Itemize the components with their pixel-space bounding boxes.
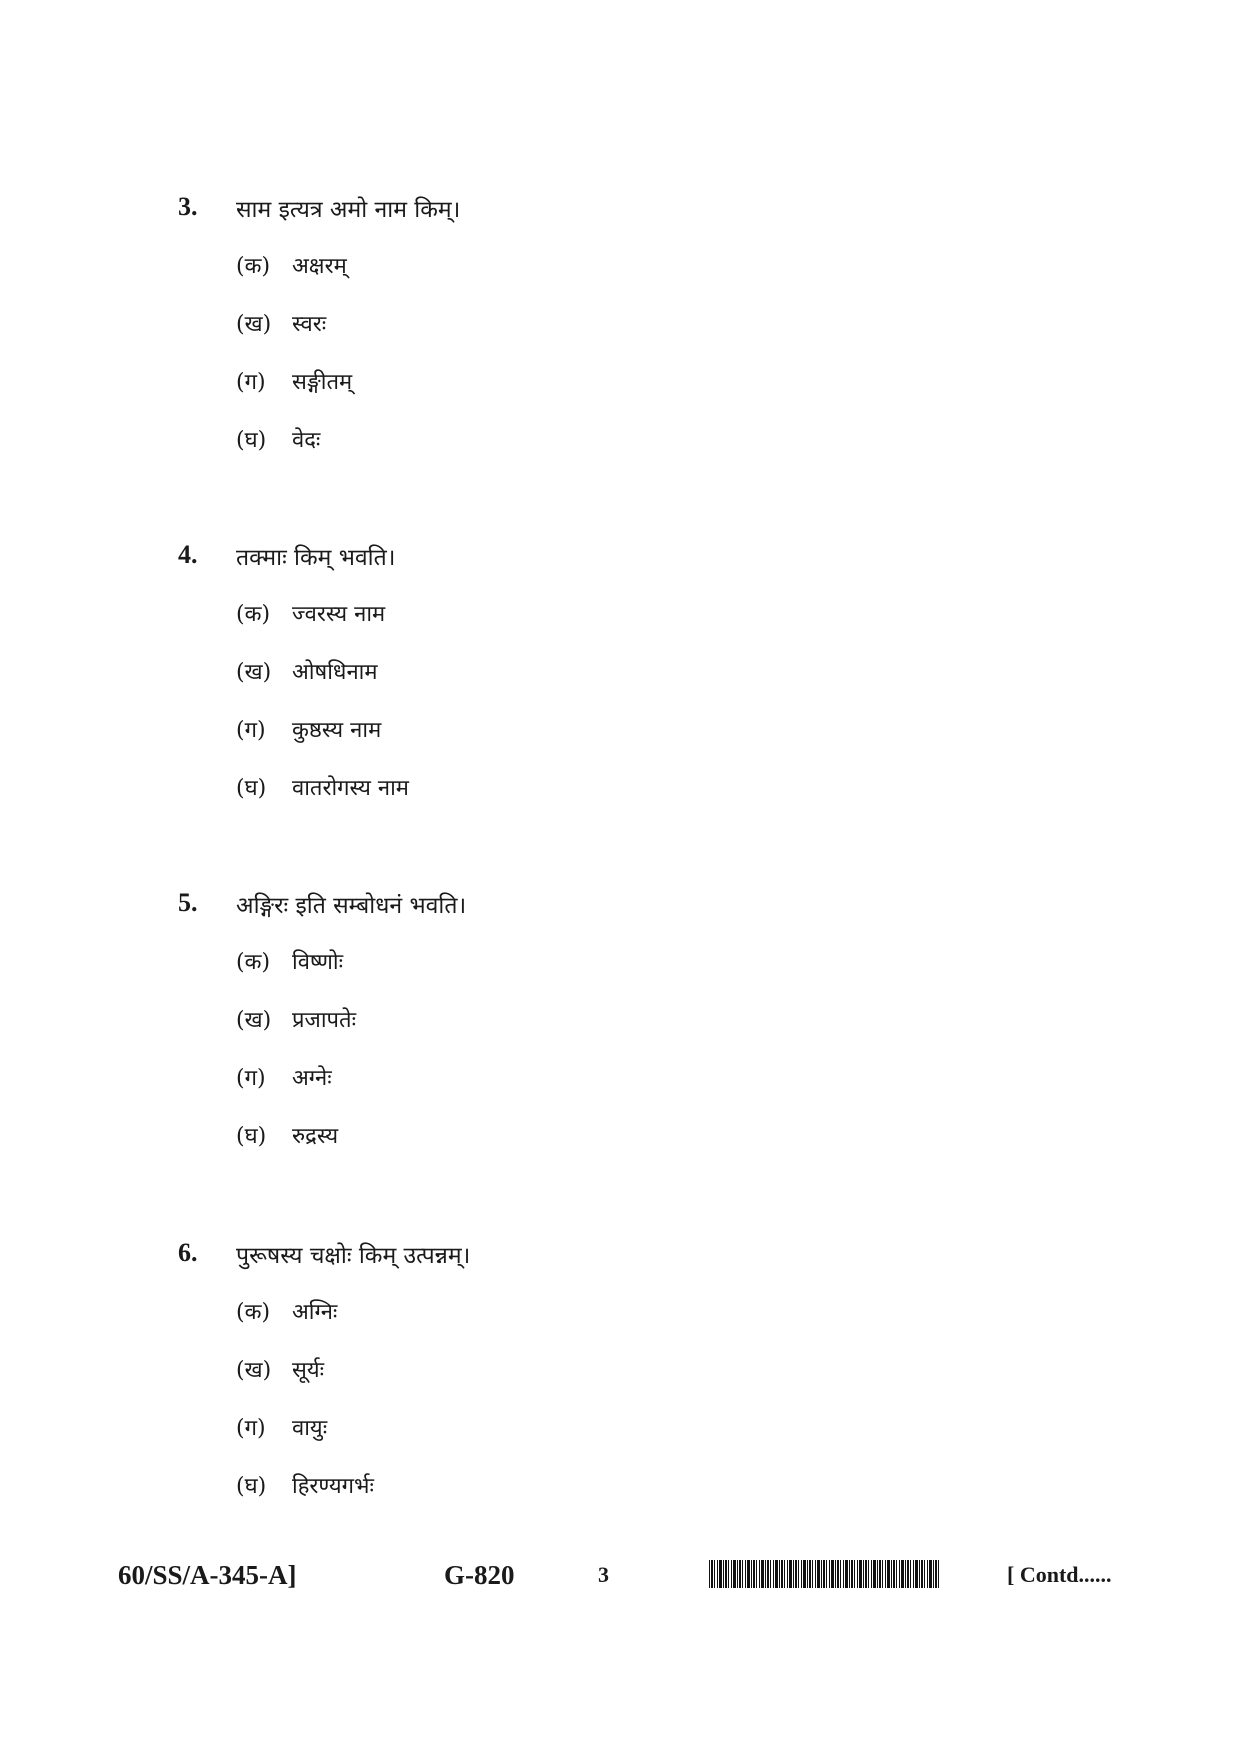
option-gha <box>236 424 320 454</box>
option-text: ओषधिनाम <box>292 660 378 685</box>
option-kha <box>236 1354 324 1384</box>
option-label: (ख) <box>236 660 272 685</box>
series-code: G-820 <box>444 1560 515 1590</box>
paper-code: 60/SS/A-345-A] <box>118 1560 297 1590</box>
option-text: प्रजापतेः <box>292 1008 357 1033</box>
option-text: रुद्रस्य <box>292 1124 339 1149</box>
option-label: (क) <box>236 254 271 279</box>
option-label: (क) <box>236 602 271 627</box>
option-text: अग्नेः <box>292 1066 332 1091</box>
question-text: अङ्गिरः इति सम्बोधनं भवति। <box>236 893 467 919</box>
option-gha <box>236 1120 338 1150</box>
option-label: (क) <box>236 950 271 975</box>
option-gha <box>236 1470 374 1500</box>
option-ka <box>236 1296 337 1326</box>
option-kha <box>236 1004 356 1034</box>
option-text: वायुः <box>292 1416 328 1441</box>
question-5 <box>178 888 1078 1149</box>
question-4 <box>178 540 1078 801</box>
question-6 <box>178 1238 1078 1499</box>
option-text: वेदः <box>292 428 321 453</box>
question-text: तक्माः किम् भवति। <box>236 545 396 571</box>
option-kha <box>236 308 326 338</box>
question-number: 5. <box>178 888 198 917</box>
question-text: पुरूषस्य चक्षोः किम् उत्पन्नम्। <box>236 1243 471 1269</box>
option-ga <box>236 714 381 744</box>
option-label: (ग) <box>236 1066 266 1091</box>
option-ga <box>236 366 352 396</box>
option-label: (ग) <box>236 1416 266 1441</box>
option-text: सङ्गीतम् <box>292 370 353 395</box>
option-label: (घ) <box>236 776 267 801</box>
option-text: अक्षरम् <box>292 254 347 279</box>
option-label: (घ) <box>236 1124 267 1149</box>
option-text: सूर्यः <box>292 1358 325 1383</box>
question-3 <box>178 192 1078 453</box>
option-ga <box>236 1062 332 1092</box>
option-label: (ग) <box>236 718 266 743</box>
option-label: (क) <box>236 1300 271 1325</box>
question-text: साम इत्यत्र अमो नाम किम्। <box>236 197 461 223</box>
option-ka <box>236 946 343 976</box>
option-text: कुष्ठस्य नाम <box>292 718 382 743</box>
option-text: ज्वरस्य नाम <box>292 602 386 627</box>
option-text: विष्णोः <box>292 950 344 975</box>
option-text: हिरण्यगर्भः <box>292 1474 374 1499</box>
option-kha <box>236 656 378 686</box>
question-number: 6. <box>178 1238 198 1267</box>
option-text: वातरोगस्य नाम <box>292 776 409 801</box>
option-label: (ख) <box>236 1358 272 1383</box>
question-number: 4. <box>178 540 198 569</box>
option-label: (घ) <box>236 1474 267 1499</box>
option-ka <box>236 598 385 628</box>
option-label: (ख) <box>236 1008 272 1033</box>
option-label: (घ) <box>236 428 267 453</box>
option-ga <box>236 1412 327 1442</box>
question-number: 3. <box>178 192 198 221</box>
option-label: (ग) <box>236 370 266 395</box>
continued-label: [ Contd...... <box>1007 1562 1112 1587</box>
option-ka <box>236 250 347 280</box>
option-gha <box>236 772 409 802</box>
option-text: अग्निः <box>292 1300 338 1325</box>
page-footer <box>0 1560 1241 1600</box>
barcode-image <box>709 1560 941 1588</box>
option-label: (ख) <box>236 312 272 337</box>
page-number: 3 <box>598 1562 609 1587</box>
option-text: स्वरः <box>292 312 327 337</box>
